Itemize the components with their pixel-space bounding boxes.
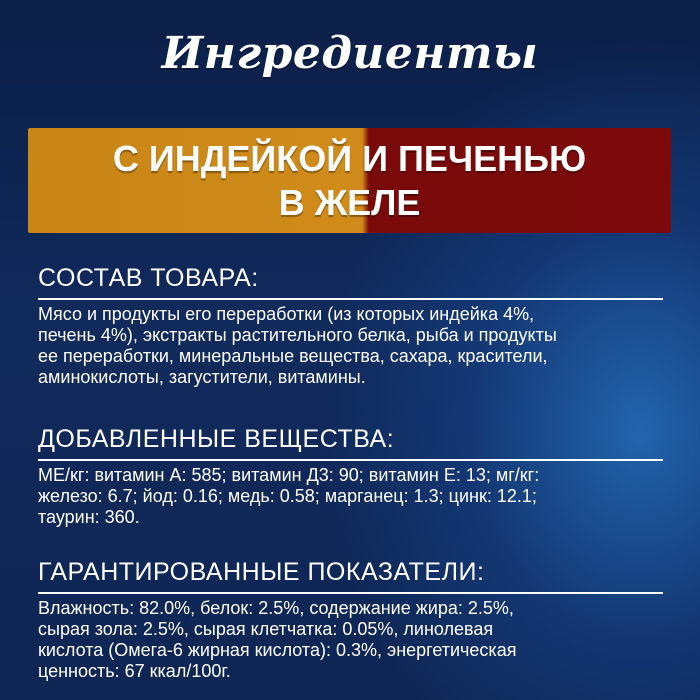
guaranteed-line: ценность: 67 ккал/100г. [38, 661, 231, 681]
additives-text [38, 465, 663, 528]
additives-title: ДОБАВЛЕННЫЕ ВЕЩЕСТВА: [38, 425, 663, 461]
guaranteed-text [38, 598, 663, 682]
additives-section [38, 425, 663, 528]
banner-line-2: В ЖЕЛЕ [278, 181, 421, 223]
composition-line: аминокислоты, загустители, витамины. [38, 367, 366, 387]
additives-line: таурин: 360. [38, 507, 140, 527]
composition-section [38, 264, 663, 388]
guaranteed-title: ГАРАНТИРОВАННЫЕ ПОКАЗАТЕЛИ: [38, 558, 663, 594]
guaranteed-line: Влажность: 82.0%, белок: 2.5%, содержание жира: 2.5%, [38, 598, 514, 618]
banner-line-1: С ИНДЕЙКОЙ И ПЕЧЕНЬЮ [112, 137, 587, 179]
composition-line: печень 4%), экстракты растительного белка, рыба и продукты [38, 325, 557, 345]
additives-line: МЕ/кг: витамин А: 585; витамин Д3: 90; витамин Е: 13; мг/кг: [38, 465, 540, 485]
composition-title: СОСТАВ ТОВАРА: [38, 264, 663, 300]
composition-line: ее переработки, минеральные вещества, сахара, красители, [38, 346, 548, 366]
page-title: Ингредиенты [161, 28, 539, 79]
guaranteed-line: сырая зола: 2.5%, сырая клетчатка: 0.05%, линолевая [38, 619, 494, 639]
composition-text [38, 304, 663, 388]
guaranteed-section [38, 558, 663, 682]
product-banner [28, 128, 671, 233]
banner-text [28, 128, 671, 233]
composition-line: Мясо и продукты его переработки (из которых индейка 4%, [38, 304, 535, 324]
guaranteed-line: кислота (Омега-6 жирная кислота): 0.3%, энергетическая [38, 640, 517, 660]
additives-line: железо: 6.7; йод: 0.16; медь: 0.58; марганец: 1.3; цинк: 12.1; [38, 486, 537, 506]
